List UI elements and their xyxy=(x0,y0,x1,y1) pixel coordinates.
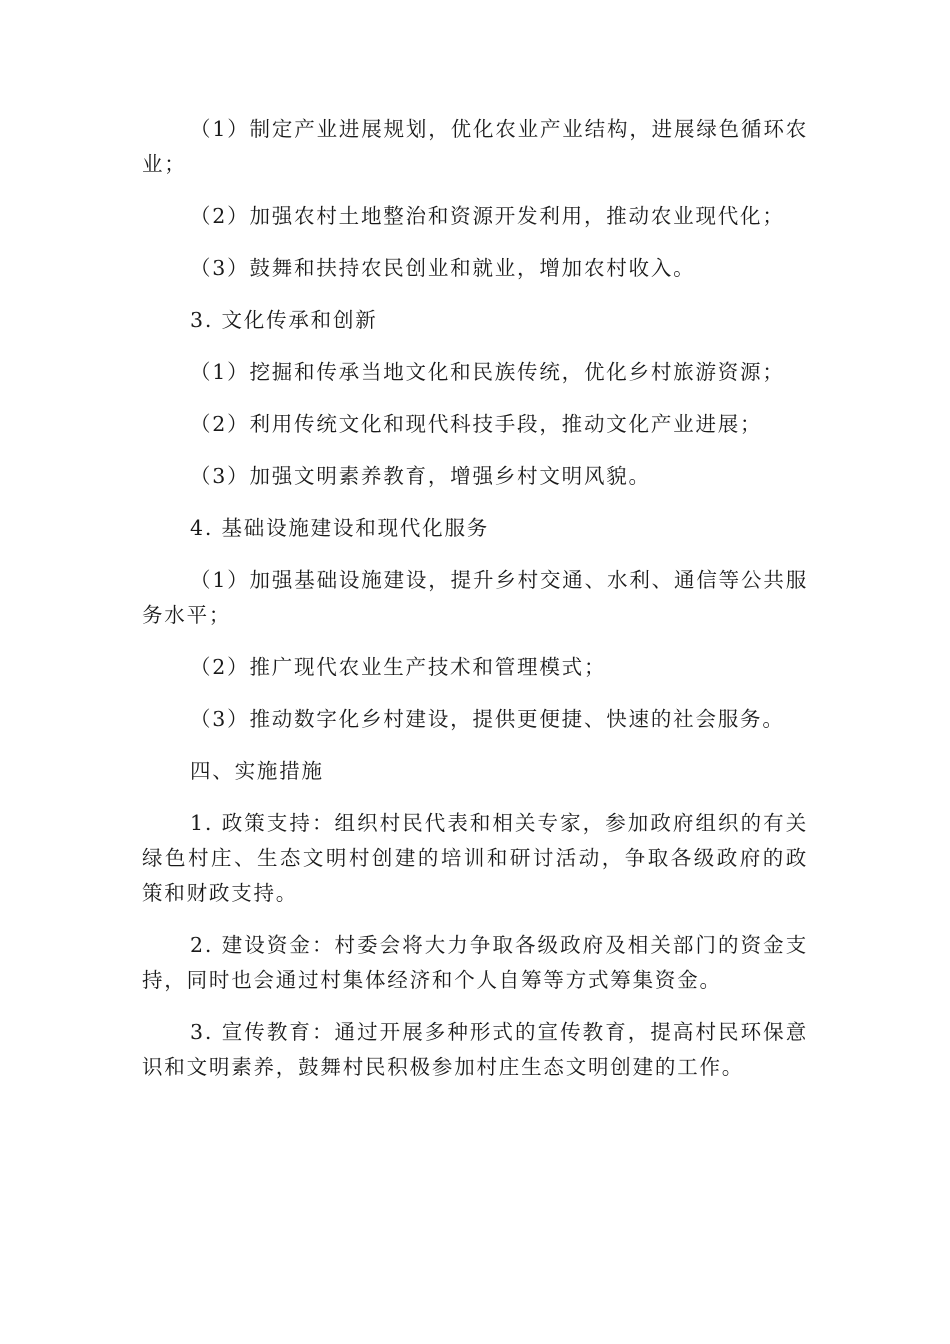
paragraph: 2. 建设资金：村委会将大力争取各级政府及相关部门的资金支持，同时也会通过村集体经济和个人自筹等方式筹集资金。 xyxy=(142,933,808,992)
paragraph: （2）加强农村土地整治和资源开发利用，推动农业现代化； xyxy=(190,204,785,228)
paragraph: （3）鼓舞和扶持农民创业和就业，增加农村收入。 xyxy=(190,256,696,280)
paragraph: （2）利用传统文化和现代科技手段，推动文化产业进展； xyxy=(190,412,763,436)
paragraph: （1）制定产业进展规划，优化农业产业结构，进展绿色循环农业； xyxy=(142,117,808,176)
paragraph: （2）推广现代农业生产技术和管理模式； xyxy=(190,655,607,679)
paragraph: （3）加强文明素养教育，增强乡村文明风貌。 xyxy=(190,464,651,488)
paragraph: （1）加强基础设施建设，提升乡村交通、水利、通信等公共服务水平； xyxy=(142,568,808,627)
paragraph: 1. 政策支持：组织村民代表和相关专家，参加政府组织的有关绿色村庄、生态文明村创建的培训和研讨活动，争取各级政府的政策和财政支持。 xyxy=(142,811,808,905)
section-heading: 4. 基础设施建设和现代化服务 xyxy=(190,516,490,540)
chapter-heading: 四、实施措施 xyxy=(190,759,324,783)
section-heading: 3. 文化传承和创新 xyxy=(190,308,378,332)
paragraph: （1）挖掘和传承当地文化和民族传统，优化乡村旅游资源； xyxy=(190,360,785,384)
document-body xyxy=(142,112,808,1102)
paragraph: 3. 宣传教育：通过开展多种形式的宣传教育，提高村民环保意识和文明素养，鼓舞村民积极参加村庄生态文明创建的工作。 xyxy=(142,1020,808,1079)
paragraph: （3）推动数字化乡村建设，提供更便捷、快速的社会服务。 xyxy=(190,707,785,731)
